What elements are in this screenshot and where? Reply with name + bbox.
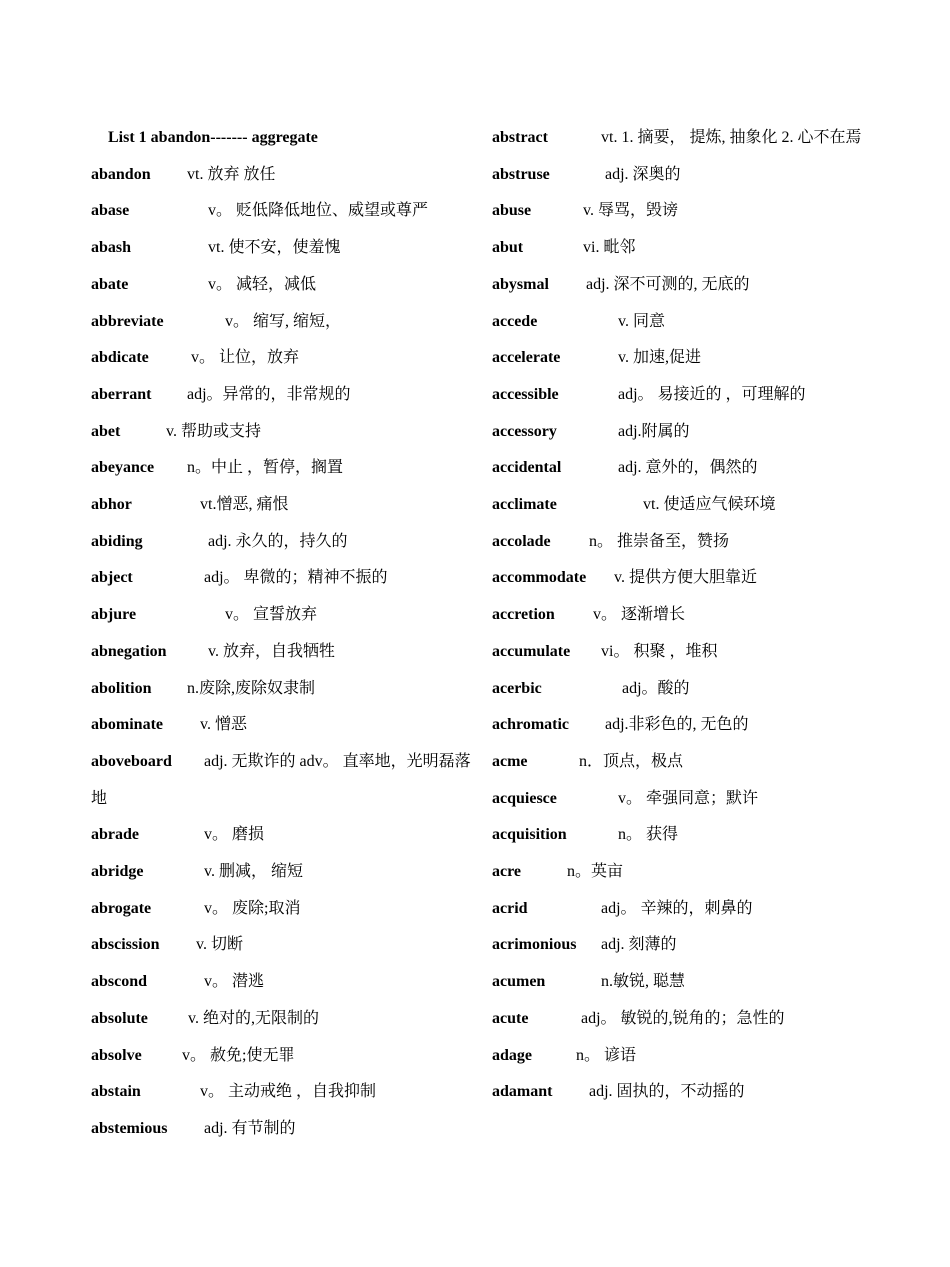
vocab-word: abbreviate xyxy=(91,312,164,330)
vocab-entry xyxy=(91,414,471,451)
vocab-word: abridge xyxy=(91,863,144,881)
vocab-entry xyxy=(91,157,471,194)
list-title: List 1 abandon------- aggregate xyxy=(108,129,318,146)
vocab-entry xyxy=(492,120,872,157)
vocab-entry xyxy=(492,817,872,854)
vocab-definition: n。 获得 xyxy=(618,826,679,844)
vocab-definition: v。 缩写, 缩短， xyxy=(225,312,342,330)
vocab-entry xyxy=(492,193,872,230)
vocab-entry xyxy=(492,524,872,561)
vocab-entry xyxy=(91,964,471,1001)
vocab-definition: vi。 积聚 ，堆积 xyxy=(601,642,718,660)
vocab-word: acumen xyxy=(492,973,546,991)
vocab-word: abscission xyxy=(91,936,160,954)
vocab-entry xyxy=(492,854,872,891)
vocab-word: abandon xyxy=(91,165,151,183)
vocab-word: abash xyxy=(91,239,132,257)
vocab-word: abscond xyxy=(91,973,148,991)
vocab-entry xyxy=(91,927,471,964)
vocab-definition: vt. 使适应气候环境 xyxy=(643,496,776,514)
vocab-word: abject xyxy=(91,569,133,587)
right-column xyxy=(492,120,872,1111)
vocab-definition: adj。 敏锐的,锐角的；急性的 xyxy=(581,1009,785,1027)
vocab-word: accelerate xyxy=(492,349,561,367)
vocab-definition: v。 赦免;使无罪 xyxy=(182,1046,295,1064)
vocab-word: accede xyxy=(492,312,538,330)
vocab-word: aberrant xyxy=(91,385,152,403)
vocab-word: abolition xyxy=(91,679,152,697)
vocab-entry xyxy=(492,707,872,744)
vocab-definition: v。 牵强同意；默许 xyxy=(618,789,759,807)
vocab-definition: v. 切断 xyxy=(196,936,243,954)
vocab-entry xyxy=(91,487,471,524)
vocab-entry xyxy=(492,267,872,304)
vocab-definition: v。 逐渐增长 xyxy=(593,606,686,624)
vocab-entry xyxy=(91,1038,471,1075)
vocab-word: abate xyxy=(91,275,129,293)
vocab-entry xyxy=(91,744,471,817)
vocab-entry xyxy=(492,487,872,524)
vocab-entry xyxy=(91,1001,471,1038)
vocab-word: abuse xyxy=(492,202,532,220)
vocab-entry xyxy=(91,891,471,928)
left-column xyxy=(91,120,471,1148)
vocab-word: abstract xyxy=(492,129,548,146)
vocab-definition: adj. 刻薄的 xyxy=(601,936,677,954)
vocab-word: accommodate xyxy=(492,569,587,587)
vocab-word: aboveboard xyxy=(91,752,172,770)
vocab-definition: adj. 固执的，不动摇的 xyxy=(589,1083,745,1101)
vocab-definition: adj. 永久的，持久的 xyxy=(208,532,348,550)
vocab-word: abjure xyxy=(91,606,137,624)
vocab-entry xyxy=(492,634,872,671)
vocab-word: acerbic xyxy=(492,679,542,697)
vocab-definition: v. 辱骂，毁谤 xyxy=(583,202,678,220)
vocab-definition: v. 憎恶 xyxy=(200,716,247,734)
vocab-definition: adj. 意外的，偶然的 xyxy=(618,459,758,477)
vocab-entry xyxy=(91,340,471,377)
vocab-entry xyxy=(91,1111,471,1148)
vocab-definition: v。 潜逃 xyxy=(204,973,265,991)
vocab-word: adage xyxy=(492,1046,532,1064)
vocab-entry xyxy=(91,1074,471,1111)
vocab-definition: v。 贬低降低地位、威望或尊严 xyxy=(208,202,429,220)
vocab-entry xyxy=(91,230,471,267)
vocab-entry xyxy=(492,560,872,597)
vocab-definition: v. 帮助或支持 xyxy=(166,422,261,440)
vocab-definition: v. 删减， 缩短 xyxy=(204,863,303,881)
vocab-word: accumulate xyxy=(492,642,571,660)
vocab-definition: adj。 易接近的 ，可理解的 xyxy=(618,385,806,403)
vocab-entry xyxy=(492,597,872,634)
vocab-entry xyxy=(91,707,471,744)
vocab-entry xyxy=(91,634,471,671)
vocab-word: abominate xyxy=(91,716,163,734)
vocab-word: absolute xyxy=(91,1009,148,1027)
vocab-word: abet xyxy=(91,422,121,440)
vocab-word: acquiesce xyxy=(492,789,557,807)
vocab-definition: v. 加速,促进 xyxy=(618,349,701,367)
vocab-entry xyxy=(91,560,471,597)
vocab-entry xyxy=(492,157,872,194)
vocab-word: absolve xyxy=(91,1046,142,1064)
vocab-entry xyxy=(91,597,471,634)
vocab-entry xyxy=(492,377,872,414)
vocab-word: accessible xyxy=(492,385,559,403)
vocab-word: acclimate xyxy=(492,496,557,514)
vocab-entry xyxy=(492,891,872,928)
vocab-word: abase xyxy=(91,202,130,220)
vocab-definition: vt. 放弃 放任 xyxy=(187,165,276,183)
vocab-definition: v. 绝对的,无限制的 xyxy=(188,1009,319,1027)
vocab-entry xyxy=(492,1001,872,1038)
vocab-word: abrade xyxy=(91,826,139,844)
vocab-definition: adj. 深不可测的, 无底的 xyxy=(586,275,750,293)
vocab-entry xyxy=(492,230,872,267)
vocab-word: abiding xyxy=(91,532,143,550)
vocab-definition: adj. 无欺诈的 adv。 直率地，光明磊落地 xyxy=(91,752,471,807)
vocab-entry xyxy=(492,781,872,818)
vocab-definition: v。 主动戒绝 ，自我抑制 xyxy=(200,1083,377,1101)
vocab-definition: n。英亩 xyxy=(567,863,624,881)
vocab-definition: v。 宣誓放弃 xyxy=(225,606,318,624)
vocab-entry xyxy=(492,744,872,781)
vocab-entry xyxy=(91,854,471,891)
vocab-entry xyxy=(91,267,471,304)
vocab-word: abstemious xyxy=(91,1119,168,1137)
vocab-word: abdicate xyxy=(91,349,149,367)
vocab-definition: n.敏锐, 聪慧 xyxy=(601,973,686,991)
vocab-definition: n．顶点，极点 xyxy=(579,752,684,770)
vocab-word: achromatic xyxy=(492,716,570,734)
vocab-definition: v. 放弃，自我牺牲 xyxy=(208,642,335,660)
vocab-definition: adj.非彩色的, 无色的 xyxy=(605,716,749,734)
vocab-word: abstruse xyxy=(492,165,550,183)
vocab-definition: v。 减轻，减低 xyxy=(208,275,317,293)
vocab-entry xyxy=(91,524,471,561)
vocab-definition: adj.附属的 xyxy=(618,422,690,440)
vocab-definition: v. 同意 xyxy=(618,312,665,330)
vocab-word: abut xyxy=(492,239,524,257)
vocab-definition: n。 推崇备至，赞扬 xyxy=(589,532,730,550)
vocab-entry xyxy=(492,1038,872,1075)
vocab-word: abstain xyxy=(91,1083,141,1101)
vocab-definition: vi. 毗邻 xyxy=(583,239,636,257)
vocab-entry xyxy=(91,377,471,414)
vocab-entry xyxy=(492,414,872,451)
vocab-word: accessory xyxy=(492,422,557,440)
vocab-definition: adj。酸的 xyxy=(622,679,690,697)
vocab-entry xyxy=(492,1074,872,1111)
vocab-word: abhor xyxy=(91,496,132,514)
vocab-entry xyxy=(492,671,872,708)
vocab-definition: vt. 使不安，使羞愧 xyxy=(208,239,341,257)
vocab-word: accretion xyxy=(492,606,555,624)
vocab-definition: v. 提供方便大胆靠近 xyxy=(614,569,757,587)
vocab-word: accolade xyxy=(492,532,551,550)
vocab-definition: adj。 卑微的；精神不振的 xyxy=(204,569,388,587)
vocab-word: abeyance xyxy=(91,459,155,477)
vocab-definition: vt. 1. 摘要， 提炼, 抽象化 2. 心不在焉 xyxy=(601,129,862,146)
vocab-entry xyxy=(492,927,872,964)
vocab-word: acute xyxy=(492,1009,529,1027)
vocab-entry xyxy=(91,450,471,487)
vocab-word: acrimonious xyxy=(492,936,577,954)
vocab-entry xyxy=(492,964,872,1001)
vocab-definition: adj。异常的，非常规的 xyxy=(187,385,351,403)
vocab-entry xyxy=(91,671,471,708)
vocab-entry xyxy=(492,304,872,341)
vocab-definition: n。 谚语 xyxy=(576,1046,637,1064)
vocab-definition: v。 废除;取消 xyxy=(204,899,301,917)
vocab-entry xyxy=(91,193,471,230)
vocab-word: abnegation xyxy=(91,642,167,660)
vocab-word: acre xyxy=(492,863,522,881)
vocab-definition: v。 让位，放弃 xyxy=(191,349,300,367)
vocab-entry xyxy=(492,450,872,487)
vocab-definition: adj. 有节制的 xyxy=(204,1119,296,1137)
vocab-entry xyxy=(91,817,471,854)
vocab-definition: adj。 辛辣的，刺鼻的 xyxy=(601,899,753,917)
vocab-word: adamant xyxy=(492,1083,553,1101)
vocab-definition: vt.憎恶, 痛恨 xyxy=(200,496,289,514)
vocab-word: accidental xyxy=(492,459,562,477)
vocab-definition: v。 磨损 xyxy=(204,826,265,844)
vocab-definition: adj. 深奥的 xyxy=(605,165,681,183)
vocab-entry xyxy=(91,304,471,341)
vocab-definition: n。中止 ，暂停，搁置 xyxy=(187,459,344,477)
vocab-entry xyxy=(492,340,872,377)
vocab-word: acme xyxy=(492,752,528,770)
vocab-definition: n.废除,废除奴隶制 xyxy=(187,679,316,697)
vocab-word: abrogate xyxy=(91,899,152,917)
vocab-word: acquisition xyxy=(492,826,567,844)
vocab-word: abysmal xyxy=(492,275,549,293)
vocab-word: acrid xyxy=(492,899,528,917)
